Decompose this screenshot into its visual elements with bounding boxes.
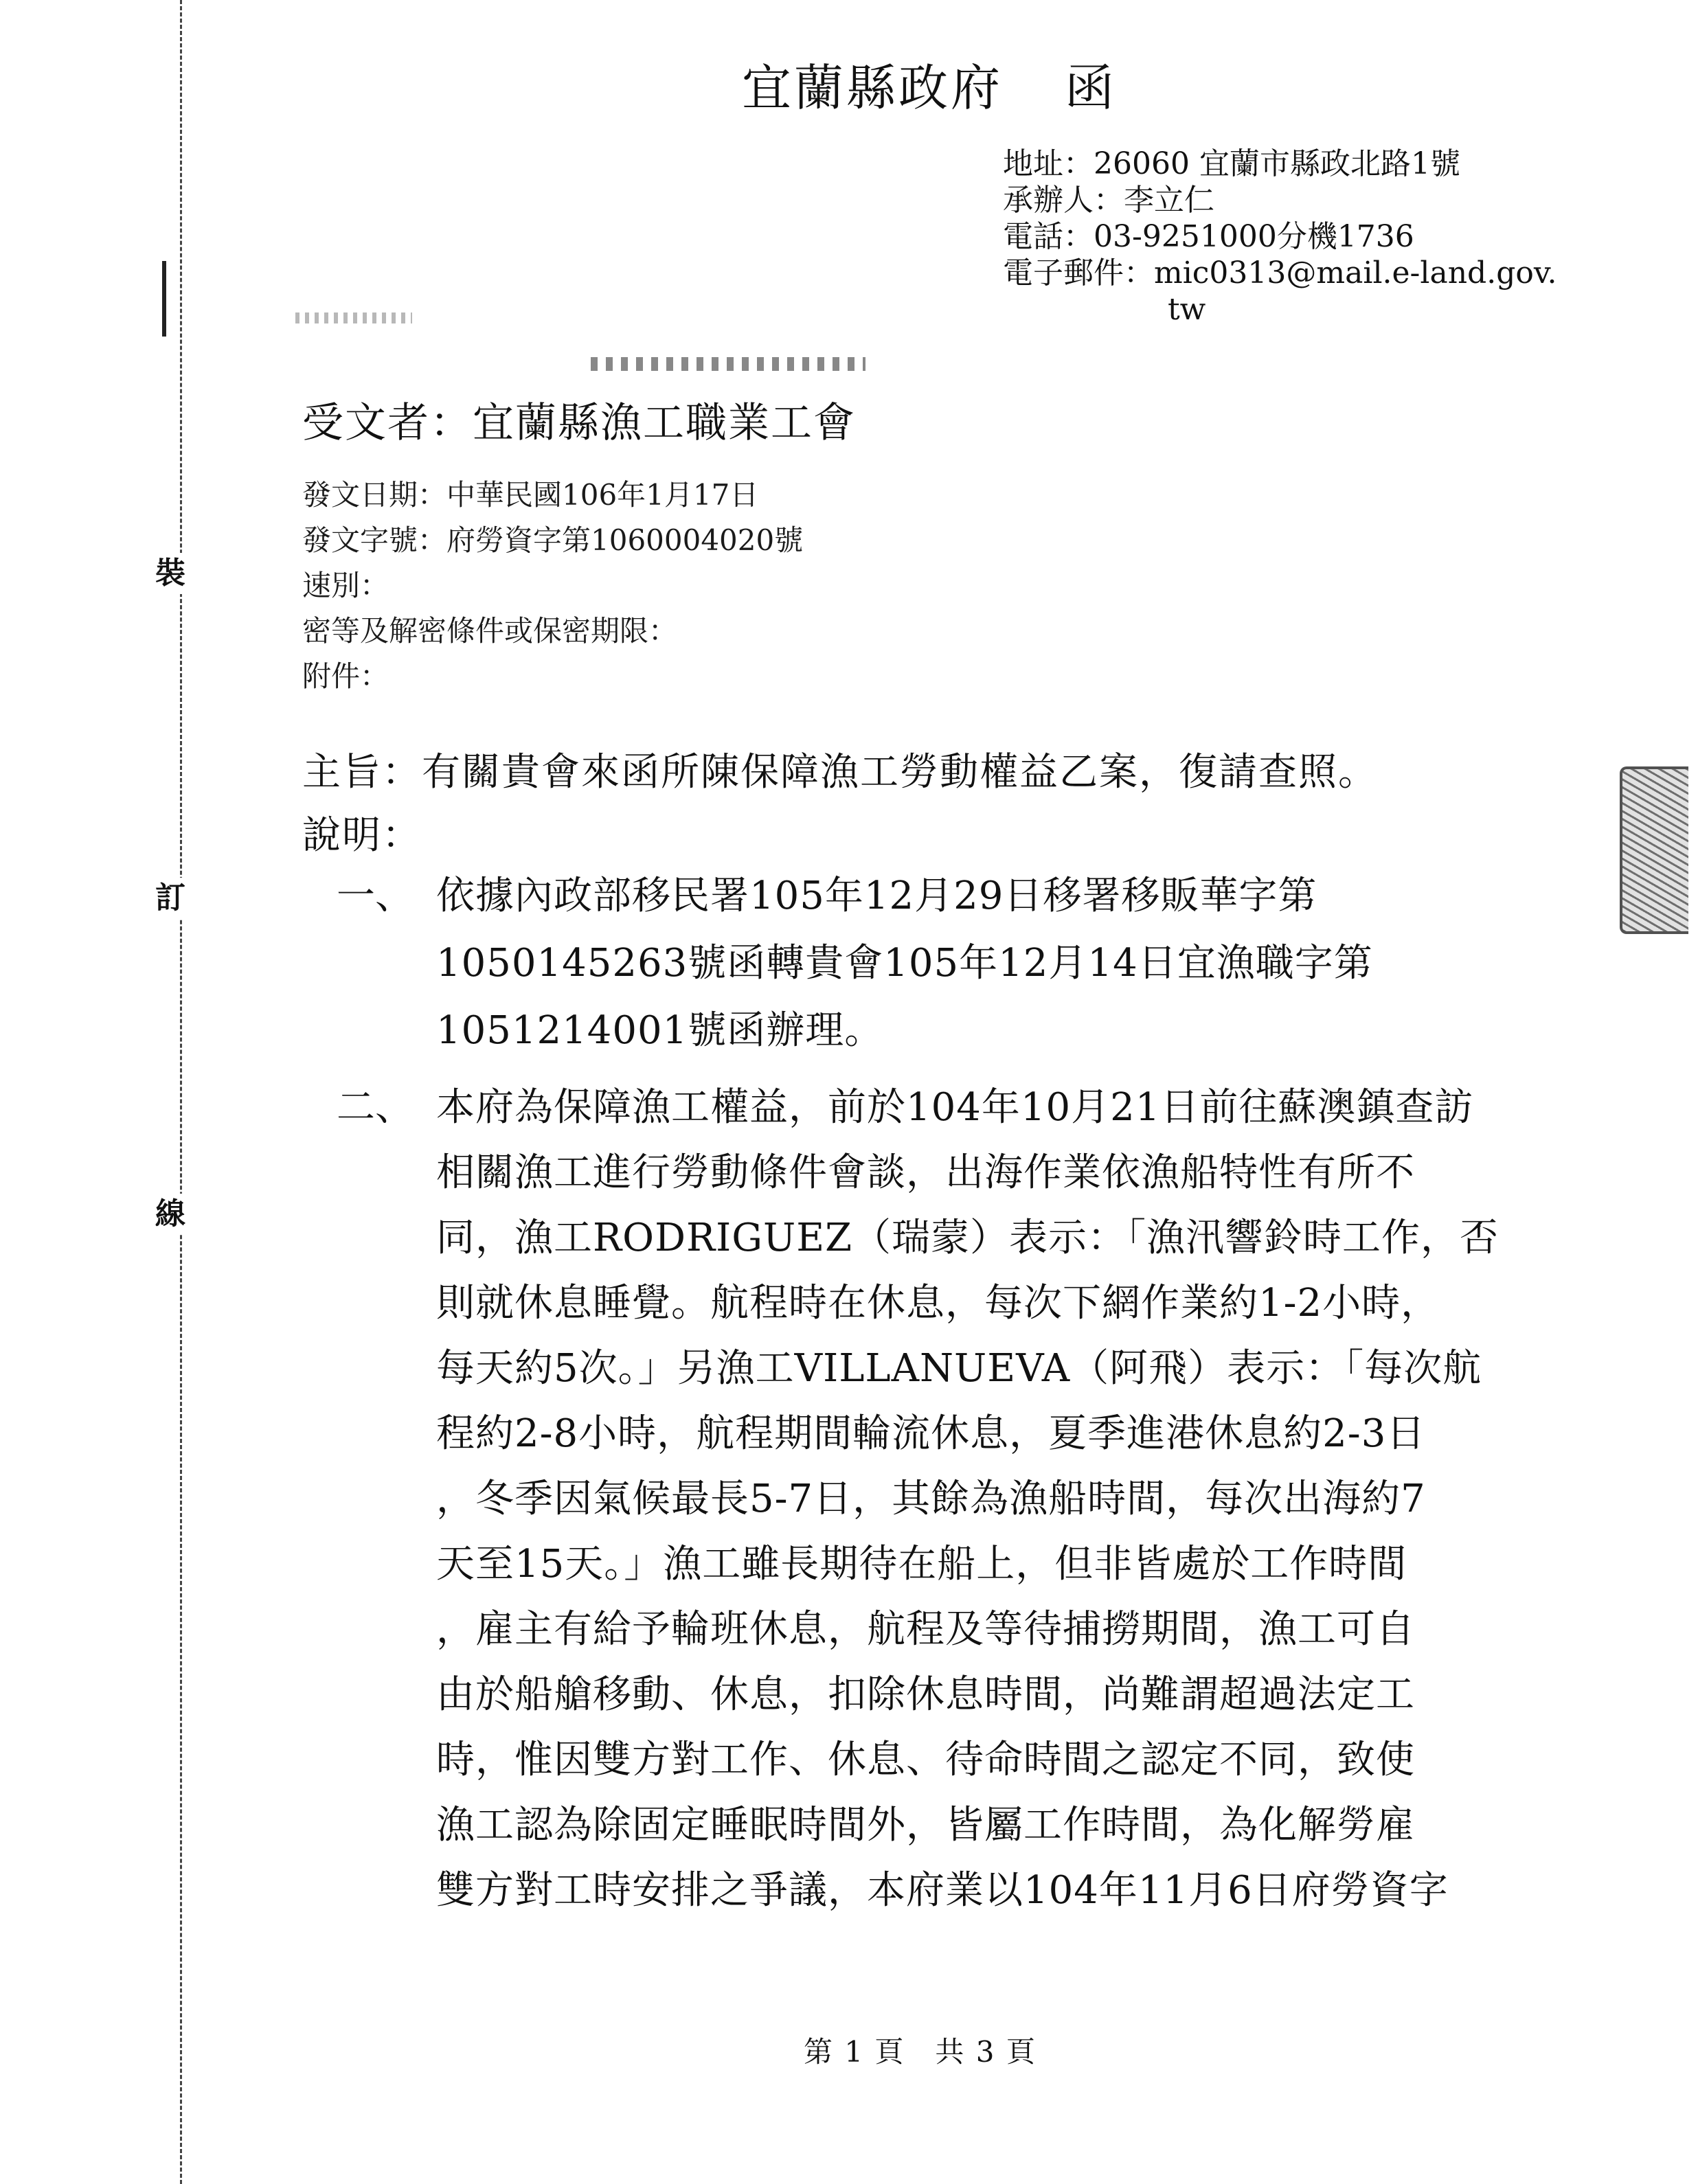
item-text-line: 依據內政部移民署105年12月29日移署移販華字第 xyxy=(436,874,1317,918)
binding-char-zhuang: 裝 xyxy=(150,553,191,594)
item-text-line: 1050145263號函轉貴會105年12月14日宜漁職字第 xyxy=(436,941,1373,986)
document-type: 函 xyxy=(1065,59,1118,117)
item-text-line: 相關漁工進行勞動條件會談，出海作業依漁船特性有所不 xyxy=(436,1150,1415,1195)
item-number: 二、 xyxy=(337,1085,414,1130)
received-stamp xyxy=(1620,766,1688,934)
item-text-line: 則就休息睡覺。航程時在休息，每次下網作業約1-2小時， xyxy=(436,1281,1440,1326)
description-label: 說明： xyxy=(302,813,422,858)
item-number: 一、 xyxy=(337,874,414,918)
item-text-line: 天至15天。」漁工雖長期待在船上，但非皆處於工作時間 xyxy=(436,1542,1407,1586)
item-text-line: 時，惟因雙方對工作、休息、待命時間之認定不同，致使 xyxy=(436,1738,1415,1782)
item-text-line: 程約2-8小時，航程期間輪流休息，夏季進港休息約2-3日 xyxy=(436,1411,1426,1456)
binding-mark xyxy=(162,261,166,337)
speed-class: 速別： xyxy=(302,569,389,602)
contact-handler: 承辦人：李立仁 xyxy=(1003,183,1214,218)
agency-name: 宜蘭縣政府 xyxy=(742,59,1004,117)
contact-email-cont: tw xyxy=(1168,292,1206,327)
item-text-line: 由於船艙移動、休息，扣除休息時間，尚難謂超過法定工 xyxy=(436,1672,1415,1717)
item-text-line: 每天約5次。」另漁工VILLANUEVA（阿飛）表示：「每次航 xyxy=(436,1346,1482,1391)
contact-address: 地址：26060 宜蘭市縣政北路1號 xyxy=(1003,146,1460,181)
subject-line: 主旨：有關貴會來函所陳保障漁工勞動權益乙案，復請查照。 xyxy=(302,750,1378,795)
item-text-line: ，冬季因氣候最長5-7日，其餘為漁船時間，每次出海約7 xyxy=(436,1477,1426,1521)
contact-email: 電子郵件：mic0313@mail.e-land.gov. xyxy=(1003,255,1557,291)
binding-char-xian: 線 xyxy=(150,1194,191,1235)
item-text-line: 漁工認為除固定睡眠時間外，皆屬工作時間，為化解勞雇 xyxy=(436,1803,1415,1847)
document-title xyxy=(742,48,1117,120)
item-text-line: 本府為保障漁工權益，前於104年10月21日前往蘇澳鎮查訪 xyxy=(436,1085,1474,1130)
contact-block xyxy=(1003,146,1556,328)
attachment: 附件： xyxy=(302,659,389,693)
contact-phone: 電話：03-9251000分機1736 xyxy=(1003,219,1414,254)
binding-line xyxy=(180,0,182,2184)
item-text-line: 同，漁工RODRIGUEZ（瑞蒙）表示：「漁汛響鈴時工作，否 xyxy=(436,1216,1499,1260)
scan-smudge xyxy=(295,312,412,323)
issue-date: 發文日期：中華民國106年1月17日 xyxy=(302,478,759,512)
meta-block xyxy=(302,473,803,699)
item-text-line: 雙方對工時安排之爭議，本府業以104年11月6日府勞資字 xyxy=(436,1868,1449,1913)
addressee: 受文者：宜蘭縣漁工職業工會 xyxy=(302,399,856,447)
item-text-line: 1051214001號函辦理。 xyxy=(436,1008,884,1053)
security-class: 密等及解密條件或保密期限： xyxy=(302,614,678,648)
item-text-line: ，雇主有給予輪班休息，航程及等待捕撈期間，漁工可自 xyxy=(436,1607,1415,1652)
binding-char-ding: 訂 xyxy=(150,878,191,919)
scan-smudge xyxy=(591,357,865,371)
page-number: 第 1 頁 共 3 頁 xyxy=(804,2035,1037,2069)
issue-number: 發文字號：府勞資字第1060004020號 xyxy=(302,523,804,557)
